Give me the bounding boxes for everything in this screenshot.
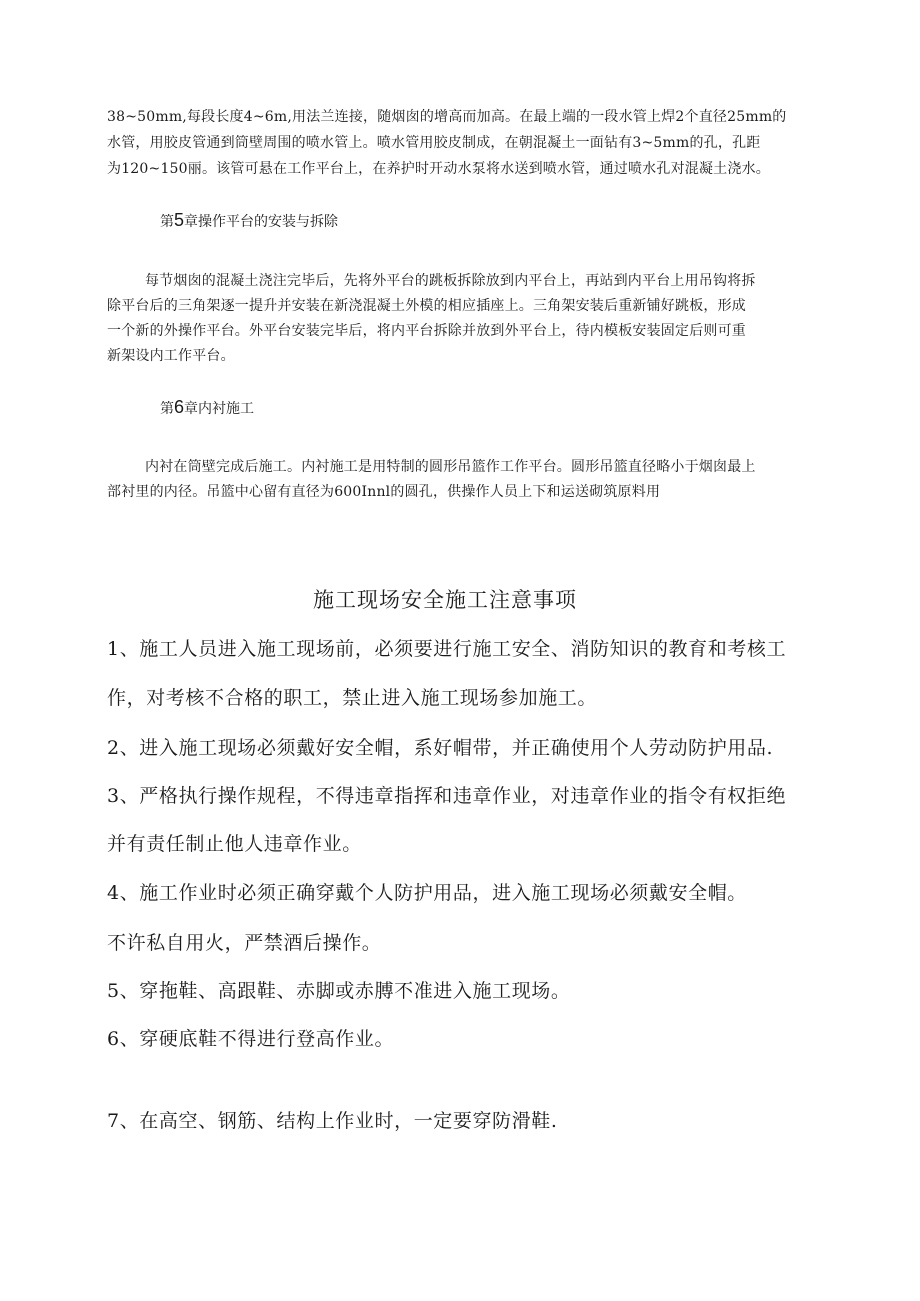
list-item: 3、严格执行操作规程，不得违章指挥和违章作业，对违章作业的指令有权拒绝 xyxy=(107,785,787,807)
list-item: 6、穿硬底鞋不得进行登高作业。 xyxy=(107,1028,395,1050)
paragraph-line: 水管，用胶皮管通到筒壁周围的喷水管上。喷水管用胶皮制成，在朝混凝土一面钻有3~5mm的孔，孔距 xyxy=(107,135,761,151)
chapter-6-heading xyxy=(160,397,254,418)
paragraph-line: 38~50mm,每段长度4~6m,用法兰连接，随烟囱的增高而加高。在最上端的一段水管上焊2个直径25mm的 xyxy=(107,109,787,125)
chapter-prefix: 第 xyxy=(160,401,174,417)
list-item: 1、施工人员进入施工现场前，必须要进行施工安全、消防知识的教育和考核工 xyxy=(107,638,787,660)
list-item: 不许私自用火，严禁酒后操作。 xyxy=(107,932,382,954)
chapter-5-heading xyxy=(160,210,338,231)
paragraph-line: 新架设内工作平台。 xyxy=(107,348,235,364)
paragraph-line: 除平台后的三角架逐一提升并安装在新浇混凝土外模的相应插座上。三角架安装后重新铺好跳板，形成 xyxy=(107,298,746,314)
paragraph-line: 每节烟囱的混凝土浇注完毕后，先将外平台的跳板拆除放到内平台上，再站到内平台上用吊钩将拆 xyxy=(145,273,756,289)
paragraph-line: 内衬在筒壁完成后施工。内衬施工是用特制的圆形吊篮作工作平台。圆形吊篮直径略小于烟囱最上 xyxy=(145,459,756,475)
list-item: 2、进入施工现场必须戴好安全帽，系好帽带，并正确使用个人劳动防护用品. xyxy=(107,737,774,759)
section-title: 施工现场安全施工注意事项 xyxy=(313,588,577,612)
chapter-title: 章内衬施工 xyxy=(184,401,255,417)
list-item: 并有责任制止他人违章作业。 xyxy=(107,833,362,855)
paragraph-line: 一个新的外操作平台。外平台安装完毕后，将内平台拆除并放到外平台上，待内模板安装固定后则可重 xyxy=(107,323,746,339)
paragraph-line: 部衬里的内径。吊篮中心留有直径为600Innl的圆孔，供操作人员上下和运送砌筑原料用 xyxy=(107,484,661,500)
paragraph-line: 为120~150丽。该管可悬在工作平台上，在养护时开动水泵将水送到喷水管，通过喷水孔对混凝土浇水。 xyxy=(107,161,770,177)
list-item: 7、在高空、钢筋、结构上作业时，一定要穿防滑鞋. xyxy=(107,1110,558,1132)
list-item: 4、施工作业时必须正确穿戴个人防护用品，进入施工现场必须戴安全帽。 xyxy=(107,882,747,904)
chapter-prefix: 第 xyxy=(160,214,174,230)
list-item: 作，对考核不合格的职工，禁止进入施工现场参加施工。 xyxy=(107,687,598,709)
chapter-number: 5 xyxy=(174,210,185,230)
chapter-number: 6 xyxy=(174,397,185,417)
chapter-title: 章操作平台的安装与拆除 xyxy=(184,214,339,230)
list-item: 5、穿拖鞋、高跟鞋、赤脚或赤膊不准进入施工现场。 xyxy=(107,980,571,1002)
